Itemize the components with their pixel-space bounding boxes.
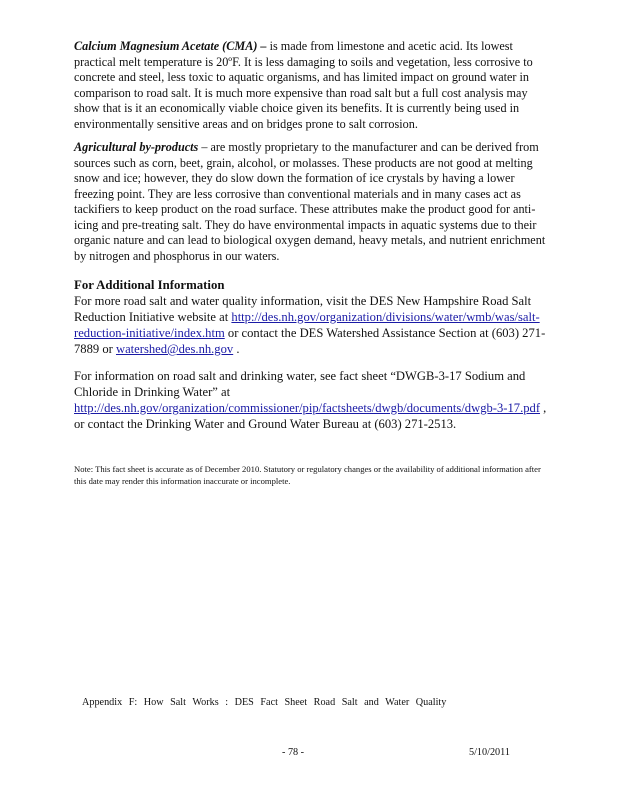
- cma-text: is made from limestone and acetic acid. Its lowest practical melt temperature is 20ºF. It is less damaging to soils and vegetation, less corrosive to concrete and steel, less toxic to aquatic organisms, and has limited impact on ground water in comparison to road salt. It is much more expensive than road salt but a full cost analysis may show that is it an economically viable choice given its benefits. It is currently being used in environmentally sensitive areas and on bridges prone to salt corrosion.: [74, 39, 533, 131]
- cma-lead: Calcium Magnesium Acetate (CMA) –: [74, 39, 267, 53]
- agricultural-lead: Agricultural by-products: [74, 140, 199, 154]
- info2-text-a: For information on road salt and drinking water, see fact sheet “DWGB-3-17 Sodium and Chloride in Drinking Water” at: [74, 369, 526, 399]
- footer-appendix-title: Appendix F: How Salt Works : DES Fact Sheet Road Salt and Water Quality: [82, 697, 447, 708]
- watershed-email-link[interactable]: watershed@des.nh.gov: [115, 342, 234, 356]
- info1-text-a: For more road salt and water quality information, visit the DES New Hampshire Road Salt Reduction Initiative website at: [74, 294, 532, 324]
- page-number: - 78 -: [282, 747, 305, 758]
- section-heading: For Additional Information: [74, 278, 225, 292]
- info-paragraph-road-salt: [74, 293, 552, 357]
- info2-text-b: , or contact the Drinking Water and Ground Water Bureau at (603) 271-2513.: [74, 401, 547, 431]
- agricultural-text: – are mostly proprietary to the manufacturer and can be derived from sources such as corn, beet, grain, alcohol, or molasses. These products are not good at melting snow and ice; however, they do slow down the formation of ice crystals by having a lower freezing point. They are less corrosive than conventional materials and in many cases act as tackifiers to keep product on the road surface. These attributes make the product good for anti-icing and pre-treating salt. They do have environmental impacts in aquatic systems due to their organic nature and can lead to biological oxygen demand, heavy metals, and nutrient enrichment by nitrogen and phosphorus in our waters.: [74, 140, 546, 263]
- info1-text-c: .: [233, 342, 240, 356]
- info-paragraph-drinking-water: [74, 368, 552, 432]
- footer-date: 5/10/2011: [469, 747, 510, 758]
- info1-text-b: or contact the DES Watershed Assistance Section at (603) 271-7889 or: [74, 326, 546, 356]
- cma-paragraph: [74, 39, 550, 132]
- salt-initiative-link[interactable]: http://des.nh.gov/organization/divisions/water/wmb/was/salt-reduction-initiative/index.htm: [74, 310, 540, 340]
- disclaimer-note: Note: This fact sheet is accurate as of December 2010. Statutory or regulatory changes or the availability of additional information after this date may render this information inaccurate or incomplete.: [74, 464, 541, 486]
- agricultural-paragraph: [74, 140, 550, 264]
- fact-sheet-link[interactable]: http://des.nh.gov/organization/commissioner/pip/factsheets/dwgb/documents/dwgb-3-17.pdf: [74, 401, 541, 415]
